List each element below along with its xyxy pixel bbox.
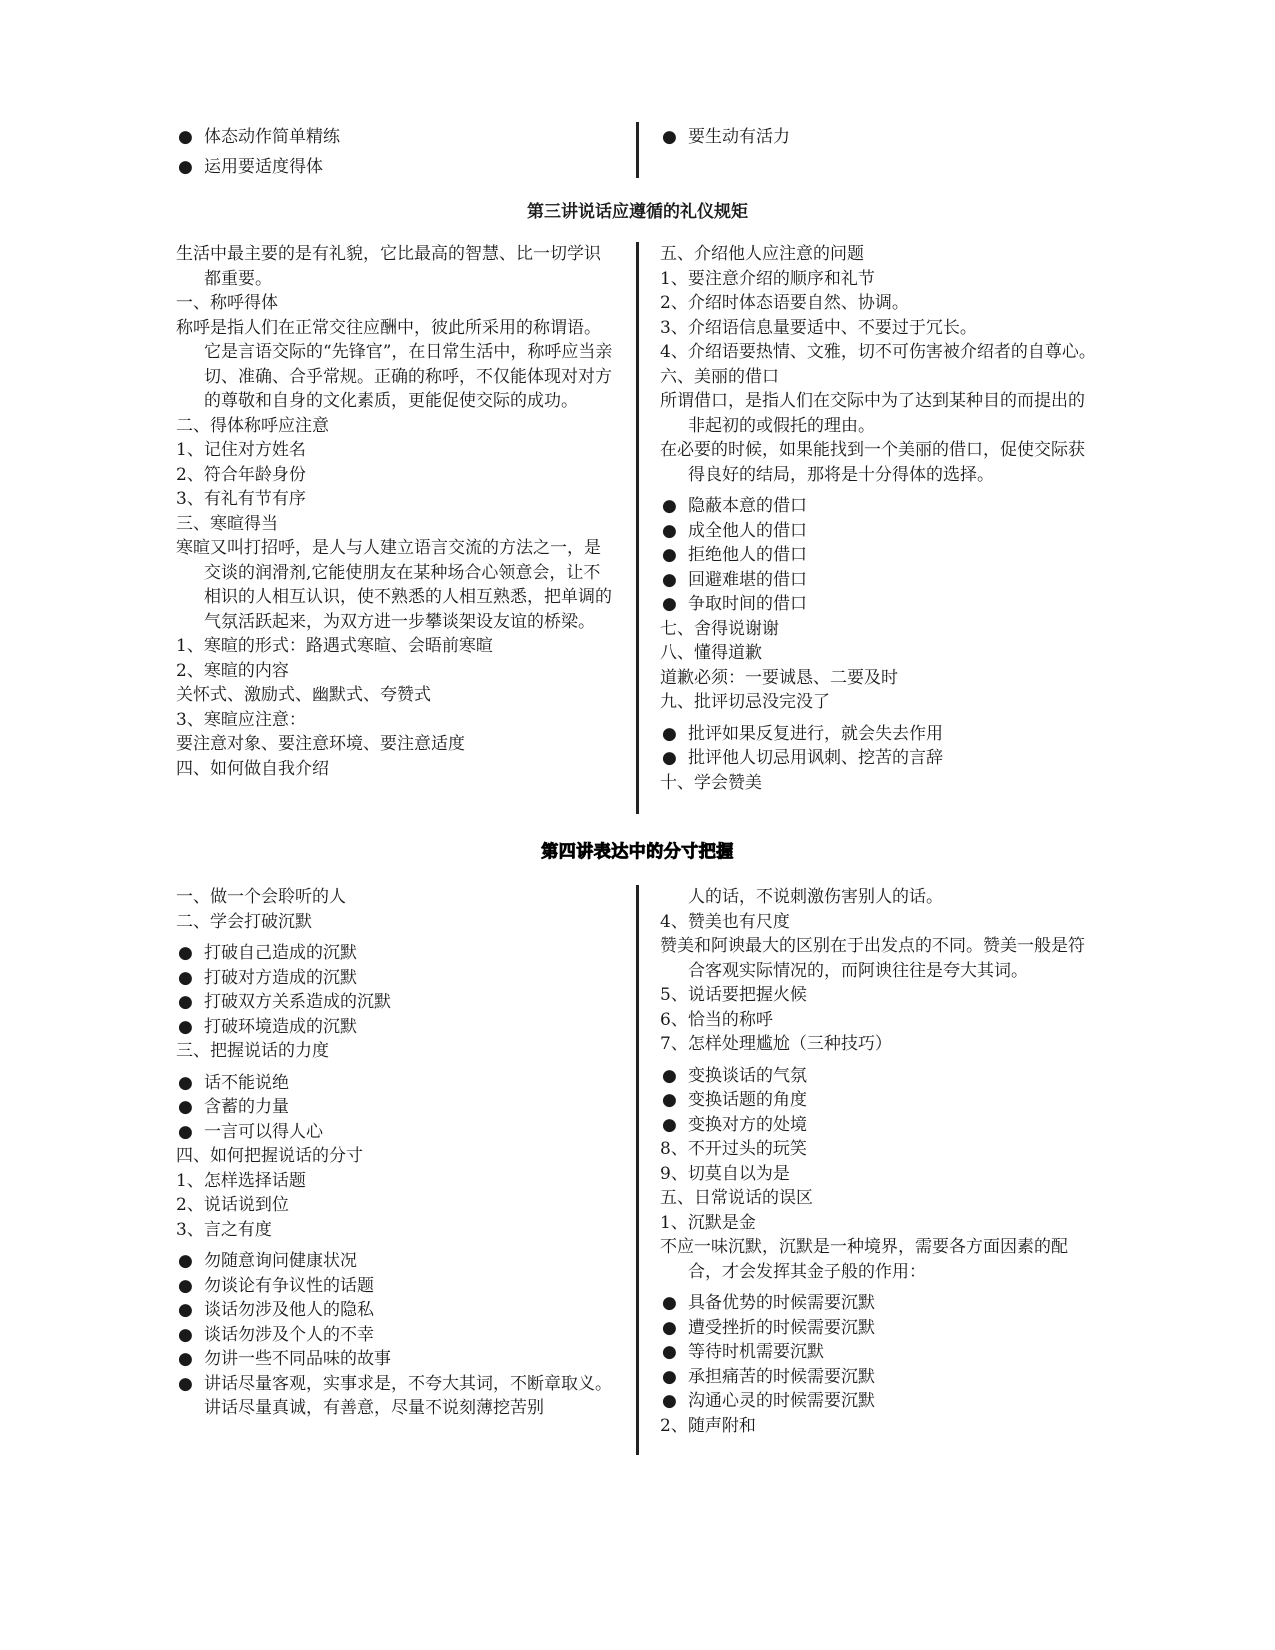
section-3	[176, 242, 1100, 814]
bullet-dot-icon: ●	[178, 1349, 193, 1369]
bullet-text: 打破自己造成的沉默	[204, 943, 357, 963]
bullet-item	[660, 592, 1100, 617]
bullet-text: 变换谈话的气氛	[688, 1065, 807, 1086]
bullet-text: 一言可以得人心	[204, 1121, 323, 1142]
text-line: 七、舍得说谢谢	[660, 618, 779, 639]
bullet-text: 讲话尽量客观，实事求是，不夸大其词，不断章取义。讲话尽量真诚，有善意，尽量不说刻薄挖苦别	[204, 1373, 612, 1418]
text-line: 二、学会打破沉默	[176, 911, 312, 932]
bullet-item	[660, 543, 1100, 568]
bullet-item	[176, 1120, 616, 1145]
bullet-item	[176, 1095, 616, 1120]
spacer	[660, 1284, 1100, 1291]
bullet-dot-icon: ●	[662, 496, 677, 516]
bullet-item	[176, 966, 616, 991]
bullet-item	[176, 990, 616, 1015]
text-line: 三、把握说话的力度	[176, 1041, 329, 1061]
bullet-dot-icon: ●	[178, 967, 193, 988]
bullet-dot-icon: ●	[662, 1391, 677, 1411]
bullet-dot-icon: ●	[662, 520, 677, 541]
text-line: 五、介绍他人应注意的问题	[660, 244, 864, 264]
text-line: 2、随声附和	[660, 1415, 756, 1436]
text-line: 1、寒暄的形式：路遇式寒暄、会晤前寒暄	[176, 636, 493, 656]
bullet-dot-icon: ●	[662, 569, 677, 590]
bullet-item	[660, 1389, 1100, 1414]
bullet-text: 变换对方的处境	[688, 1114, 807, 1135]
bullet-item	[660, 1316, 1100, 1341]
text-line: 八、懂得道歉	[660, 643, 762, 663]
bullet-dot-icon: ●	[178, 1251, 193, 1271]
bullet-dot-icon: ●	[662, 723, 677, 744]
column-divider	[636, 122, 639, 178]
section-4	[176, 885, 1100, 1455]
text-line: 关怀式、激励式、幽默式、夸赞式	[176, 685, 431, 705]
bullet-dot-icon: ●	[178, 1373, 193, 1394]
text-line: 生活中最主要的是有礼貌，它比最高的智慧、比一切学识都重要。	[176, 244, 601, 289]
bullet-dot-icon: ●	[662, 1342, 677, 1362]
bullet-text: 承担痛苦的时候需要沉默	[688, 1366, 875, 1387]
bullet-item	[660, 1113, 1100, 1138]
section-3-left-column	[176, 242, 616, 781]
bullet-dot-icon: ●	[662, 594, 677, 614]
bullet-text: 批评如果反复进行，就会失去作用	[688, 723, 943, 744]
text-line: 3、言之有度	[176, 1219, 272, 1240]
text-line: 3、介绍语信息量要适中、不要过于冗长。	[660, 317, 977, 338]
text-line: 三、寒暄得当	[176, 513, 278, 534]
bullet-dot-icon: ●	[662, 748, 677, 768]
text-line: 十、学会赞美	[660, 772, 762, 793]
bullet-dot-icon: ●	[662, 1090, 677, 1110]
text-line: 四、如何做自我介绍	[176, 758, 329, 779]
text-line: 7、怎样处理尴尬（三种技巧）	[660, 1034, 892, 1054]
bullet-item	[176, 1071, 616, 1096]
bullet-dot-icon: ●	[662, 1293, 677, 1313]
bullet-text: 含蓄的力量	[204, 1097, 289, 1117]
text-line: 1、记住对方姓名	[176, 440, 306, 460]
bullet-dot-icon: ●	[178, 1097, 193, 1117]
text-line: 2、寒暄的内容	[176, 660, 289, 681]
bullet-text: 隐蔽本意的借口	[688, 496, 807, 516]
bullet-text: 勿随意询问健康状况	[204, 1251, 357, 1271]
bullet-text: 谈话勿涉及个人的不幸	[204, 1324, 374, 1345]
text-line: 赞美和阿谀最大的区别在于出发点的不同。赞美一般是符合客观实际情况的，而阿谀往往是夸大其词。	[660, 936, 1085, 981]
text-line: 1、沉默是金	[660, 1212, 756, 1233]
bullet-text: 沟通心灵的时候需要沉默	[688, 1391, 875, 1411]
bullet-text: 遭受挫折的时候需要沉默	[688, 1317, 875, 1338]
bullet-text: 打破双方关系造成的沉默	[204, 992, 391, 1012]
spacer	[660, 1057, 1100, 1064]
text-line: 六、美丽的借口	[660, 366, 779, 387]
bullet-item: ● 体态动作简单精练	[178, 127, 340, 147]
bullet-text: 勿谈论有争议性的话题	[204, 1275, 374, 1296]
column-divider	[636, 242, 639, 814]
bullet-dot-icon: ●	[662, 1114, 677, 1135]
text-line: 2、介绍时体态语要自然、协调。	[660, 293, 909, 313]
bullet-text: 成全他人的借口	[688, 520, 807, 541]
bullet-text: 拒绝他人的借口	[688, 545, 807, 565]
bullet-text: 打破对方造成的沉默	[204, 967, 357, 988]
text-line: 要注意对象、要注意环境、要注意适度	[176, 734, 465, 754]
text-line: 1、要注意介绍的顺序和礼节	[660, 268, 875, 289]
bullet-text: 批评他人切忌用讽刺、挖苦的言辞	[688, 748, 943, 768]
bullet-dot-icon: ●	[178, 1324, 193, 1345]
spacer	[176, 1242, 616, 1249]
text-line: 不应一味沉默，沉默是一种境界，需要各方面因素的配合，才会发挥其金子般的作用：	[660, 1237, 1068, 1282]
bullet-item	[660, 1365, 1100, 1390]
bullet-item	[660, 746, 1100, 771]
text-line: 道歉必须：一要诚恳、二要及时	[660, 667, 898, 688]
bullet-text: 具备优势的时候需要沉默	[688, 1293, 875, 1313]
text-line: 4、介绍语要热情、文雅，切不可伤害被介绍者的自尊心。	[660, 342, 1096, 362]
bullet-item	[176, 1249, 616, 1274]
text-line: 1、怎样选择话题	[176, 1170, 306, 1191]
bullet-item	[176, 1372, 616, 1421]
bullet-text: 打破环境造成的沉默	[204, 1016, 357, 1037]
text-line: 8、不开过头的玩笑	[660, 1139, 807, 1159]
top-fragment	[176, 122, 1100, 178]
text-line: 3、有礼有节有序	[176, 489, 306, 509]
spacer	[660, 715, 1100, 722]
text-line: 在必要的时候，如果能找到一个美丽的借口，促使交际获得良好的结局，那将是十分得体的选择。	[660, 440, 1085, 485]
bullet-dot-icon: ●	[662, 545, 677, 565]
section-4-title	[0, 837, 1275, 862]
text-line: 9、切莫自以为是	[660, 1163, 790, 1184]
bullet-item	[660, 494, 1100, 519]
bullet-text: 勿讲一些不同品味的故事	[204, 1349, 391, 1369]
bullet-text: 话不能说绝	[204, 1072, 289, 1093]
bullet-dot-icon: ●	[178, 992, 193, 1012]
bullet-dot-icon: ●	[178, 1016, 193, 1037]
text-line: 二、得体称呼应注意	[176, 415, 329, 436]
bullet-text: 回避难堪的借口	[688, 569, 807, 590]
text-line: 一、称呼得体	[176, 293, 278, 313]
bullet-item	[176, 1323, 616, 1348]
spacer	[176, 934, 616, 941]
bullet-item	[176, 1347, 616, 1372]
bullet-item	[660, 1088, 1100, 1113]
text-line: 2、说话说到位	[176, 1195, 289, 1215]
text-line: 寒暄又叫打招呼，是人与人建立语言交流的方法之一，是交谈的润滑剂,它能使朋友在某种场合心领意会，让不相识的人相互认识，使不熟悉的人相互熟悉，把单调的气氛活跃起来，为双方进一步攀谈架设友谊的桥梁。	[176, 538, 612, 632]
bullet-item: ● 要生动有活力	[662, 127, 790, 147]
bullet-dot-icon: ●	[178, 1275, 193, 1296]
bullet-dot-icon: ●	[178, 1072, 193, 1093]
bullet-text: 等待时机需要沉默	[688, 1342, 824, 1362]
section-4-right-column	[660, 885, 1100, 1438]
bullet-item	[176, 941, 616, 966]
spacer	[176, 1064, 616, 1071]
bullet-item	[660, 568, 1100, 593]
top-left-column	[176, 122, 616, 182]
bullet-item	[660, 722, 1100, 747]
section-4-title-text: 第四讲表达中的分寸把握	[541, 842, 734, 862]
bullet-dot-icon: ●	[178, 1300, 193, 1320]
section-3-title: 第三讲说话应遵循的礼仪规矩	[527, 202, 748, 222]
bullet-item	[176, 1274, 616, 1299]
bullet-item	[176, 1298, 616, 1323]
text-line: 九、批评切忌没完没了	[660, 692, 830, 712]
spacer	[660, 487, 1100, 494]
bullet-dot-icon: ●	[662, 1317, 677, 1338]
continued-text: 人的话，不说刺激伤害别人的话。	[688, 887, 943, 907]
column-divider	[636, 885, 639, 1455]
bullet-dot-icon: ●	[662, 1366, 677, 1387]
bullet-dot-icon: ●	[662, 1065, 677, 1086]
text-line: 2、符合年龄身份	[176, 464, 306, 485]
text-line: 一、做一个会聆听的人	[176, 887, 346, 907]
section-3-right-column	[660, 242, 1100, 795]
section-4-left-column	[176, 885, 616, 1421]
text-line: 5、说话要把握火候	[660, 985, 807, 1005]
text-line: 4、赞美也有尺度	[660, 911, 790, 932]
bullet-item	[660, 519, 1100, 544]
text-line: 所谓借口，是指人们在交际中为了达到某种目的而提出的非起初的或假托的理由。	[660, 391, 1085, 436]
text-line: 称呼是指人们在正常交往应酬中，彼此所采用的称谓语。它是言语交际的“先锋官”，在日常生活中，称呼应当亲切、准确、合乎常规。正确的称呼，不仅能体现对对方的尊敬和自身的文化素质，更能促使交际的成功。	[176, 317, 613, 411]
text-line: 6、恰当的称呼	[660, 1009, 773, 1030]
bullet-item	[176, 1015, 616, 1040]
bullet-item: ● 运用要适度得体	[178, 157, 323, 177]
bullet-dot-icon: ●	[178, 1121, 193, 1142]
bullet-item	[660, 1291, 1100, 1316]
bullet-dot-icon: ●	[178, 943, 193, 963]
bullet-text: 争取时间的借口	[688, 594, 807, 614]
text-line: 五、日常说话的误区	[660, 1188, 813, 1208]
text-line: 3、寒暄应注意：	[176, 709, 306, 730]
bullet-text: 谈话勿涉及他人的隐私	[204, 1300, 374, 1320]
top-right-column	[660, 122, 1100, 152]
bullet-item	[660, 1064, 1100, 1089]
text-line: 四、如何把握说话的分寸	[176, 1146, 363, 1166]
bullet-item	[660, 1340, 1100, 1365]
bullet-text: 变换话题的角度	[688, 1090, 807, 1110]
